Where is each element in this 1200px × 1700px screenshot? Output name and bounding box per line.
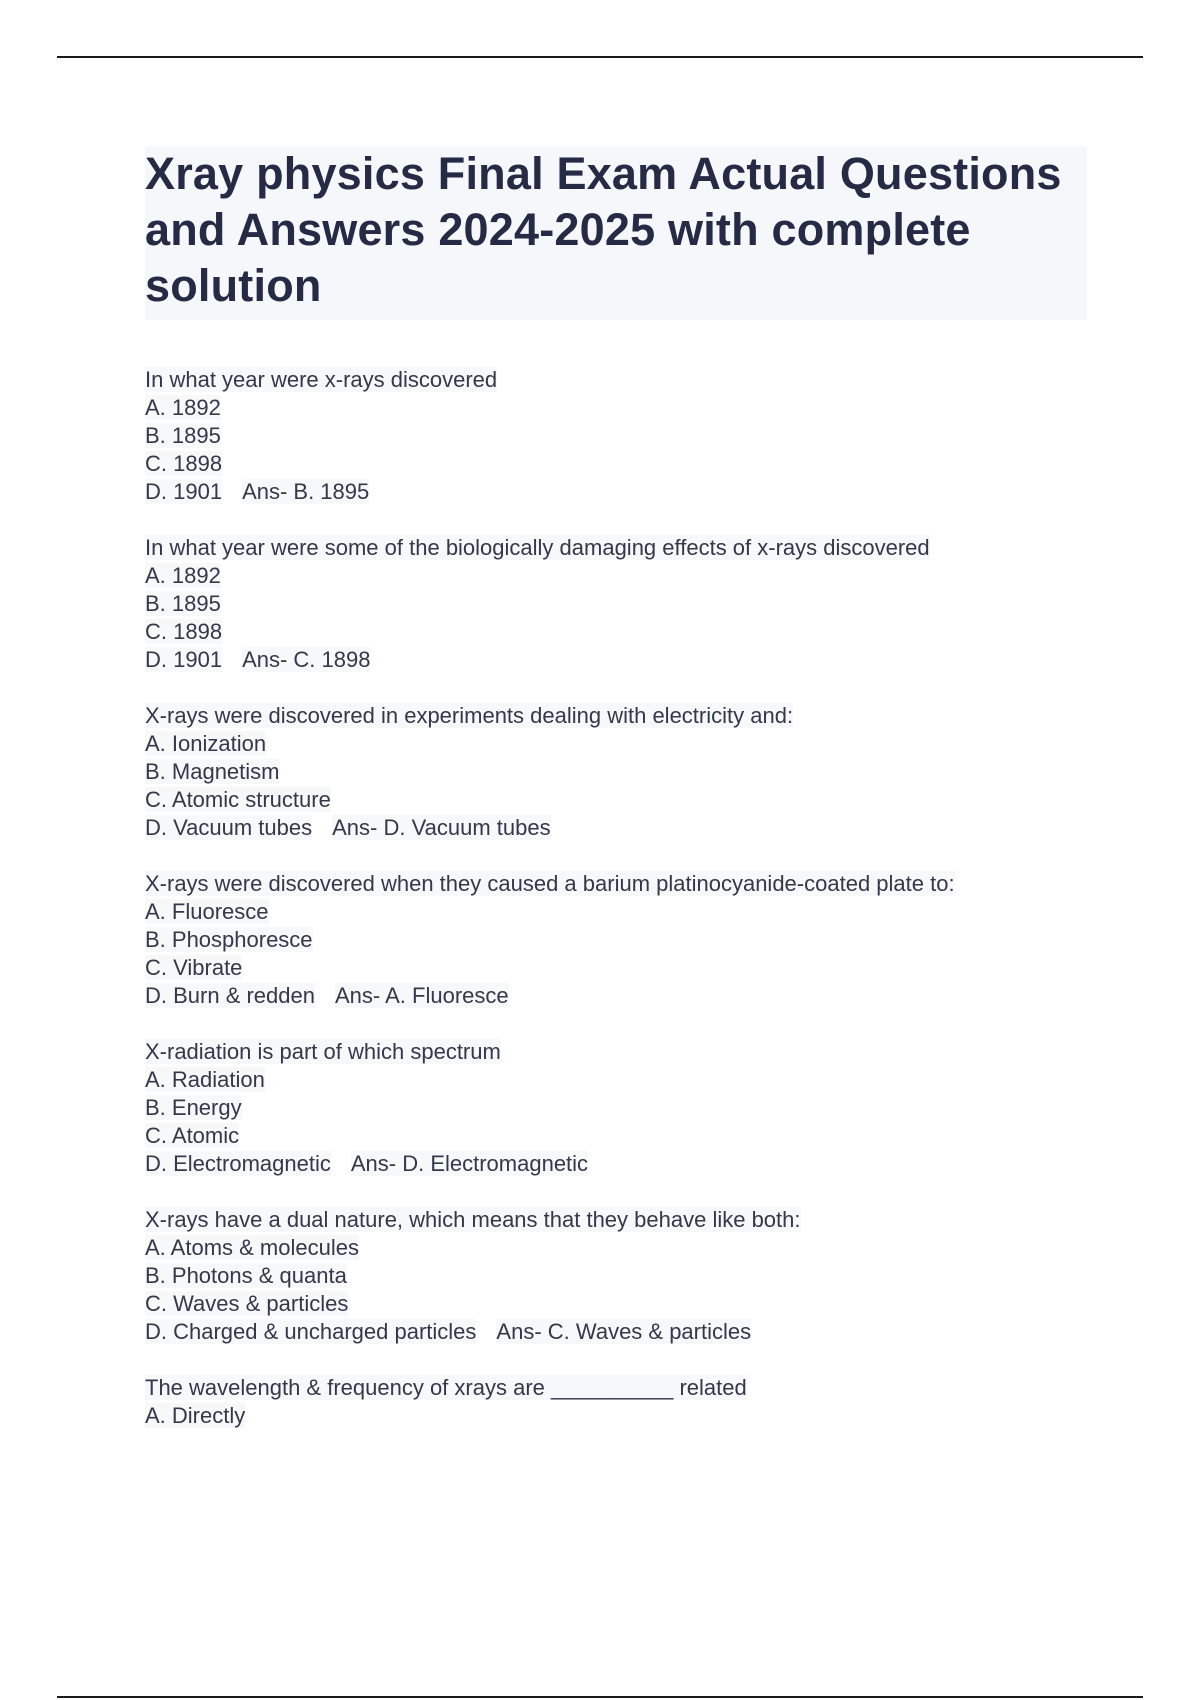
question-prompt: In what year were some of the biologically damaging effects of x-rays discovered [145,535,930,560]
option-b: B. 1895 [145,423,221,448]
option-c: C. Vibrate [145,955,243,980]
option-c: C. Waves & particles [145,1291,349,1316]
option-d: D. Burn & redden [145,983,315,1008]
question-3 [145,702,1095,842]
question-prompt: X-rays have a dual nature, which means that they behave like both: [145,1207,801,1232]
question-prompt: X-rays were discovered when they caused a barium platinocyanide-coated plate to: [145,871,955,896]
question-4 [145,870,1095,1010]
option-b: B. Phosphoresce [145,927,313,952]
question-prompt: X-rays were discovered in experiments dealing with electricity and: [145,703,794,728]
option-a: A. Fluoresce [145,899,269,924]
top-rule [57,56,1143,58]
option-b: B. Energy [145,1095,242,1120]
answer: Ans- C. Waves & particles [496,1319,752,1344]
option-c: C. Atomic structure [145,787,331,812]
option-c: C. 1898 [145,451,223,476]
answer: Ans- A. Fluoresce [334,983,509,1008]
option-a: A. 1892 [145,563,221,588]
option-b: B. Magnetism [145,759,280,784]
option-c: C. Atomic [145,1123,240,1148]
option-c: C. 1898 [145,619,223,644]
answer: Ans- D. Electromagnetic [350,1151,589,1176]
option-b: B. 1895 [145,591,221,616]
answer: Ans- D. Vacuum tubes [332,815,551,840]
option-d: D. 1901 [145,647,223,672]
question-1 [145,366,1095,506]
question-prompt: In what year were x-rays discovered [145,367,498,392]
question-6 [145,1206,1095,1346]
title-block [145,146,1087,320]
option-d: D. Charged & uncharged particles [145,1319,477,1344]
option-d: D. Vacuum tubes [145,815,313,840]
question-prompt: The wavelength & frequency of xrays are __________ related [145,1375,747,1400]
option-d: D. 1901 [145,479,223,504]
option-a: A. Ionization [145,731,267,756]
option-a: A. Atoms & molecules [145,1235,359,1260]
answer: Ans- B. 1895 [242,479,370,504]
question-2 [145,534,1095,674]
option-d: D. Electromagnetic [145,1151,331,1176]
option-a: A. Radiation [145,1067,265,1092]
option-a: A. Directly [145,1403,246,1428]
answer: Ans- C. 1898 [242,647,371,672]
question-list [145,366,1095,1458]
question-7 [145,1374,1095,1430]
option-b: B. Photons & quanta [145,1263,347,1288]
option-a: A. 1892 [145,395,221,420]
document-title: Xray physics Final Exam Actual Questions and Answers 2024-2025 with complete solution [145,148,1062,311]
bottom-rule [57,1696,1143,1698]
question-5 [145,1038,1095,1178]
question-prompt: X-radiation is part of which spectrum [145,1039,501,1064]
